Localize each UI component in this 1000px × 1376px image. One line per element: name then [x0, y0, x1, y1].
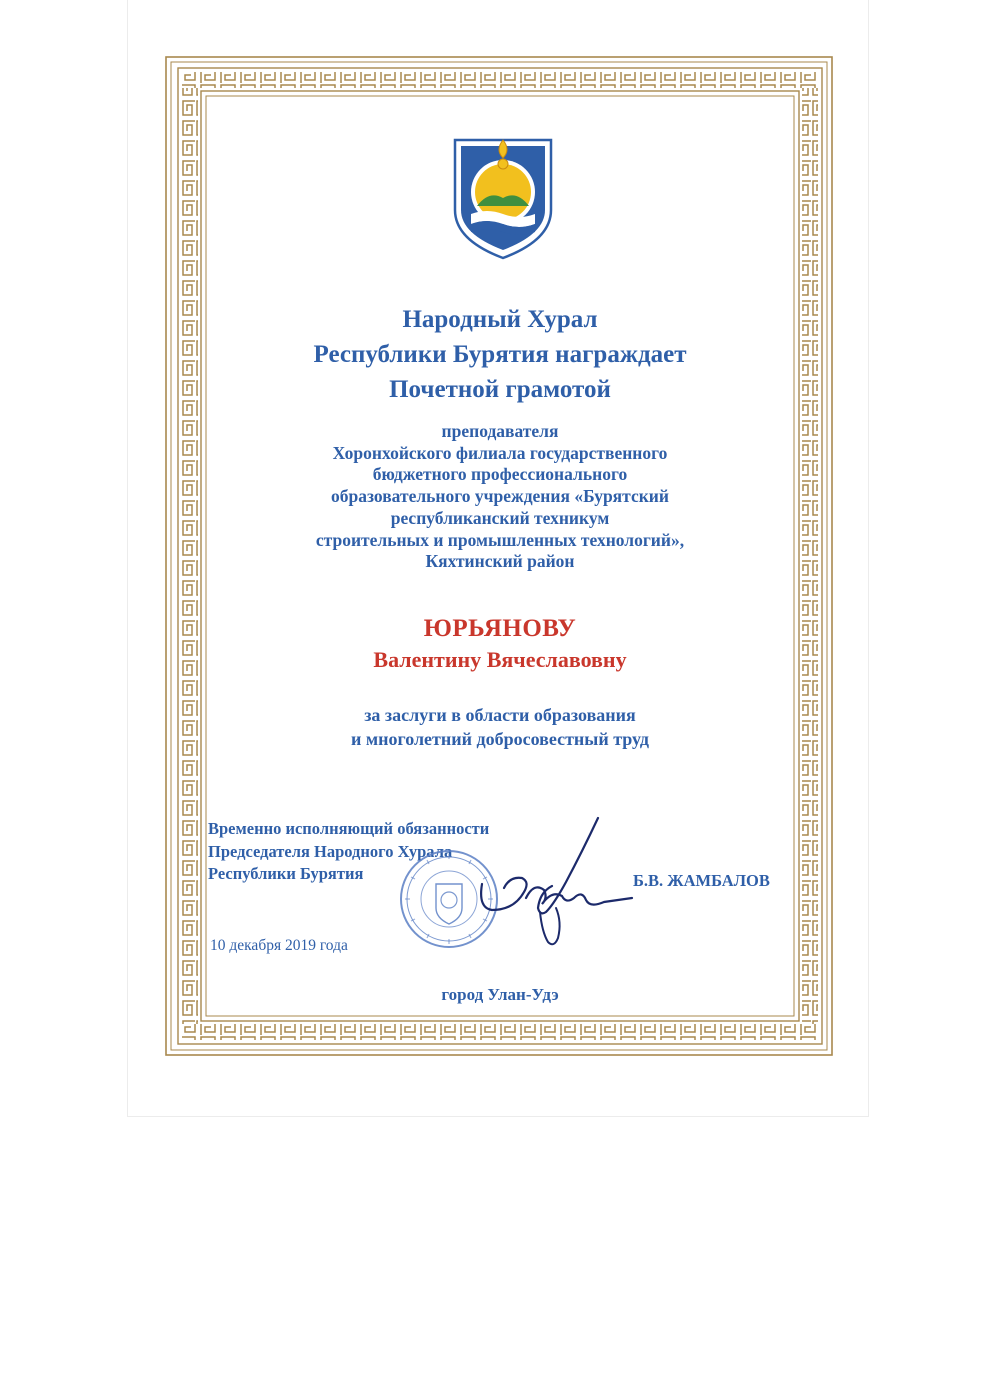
recipient-given-names: Валентину Вячеславовну — [373, 647, 627, 672]
signatory-title-line: Республики Бурятия — [208, 864, 364, 883]
merit-line: и многолетний добросовестный труд — [350, 729, 650, 749]
award-date: 10 декабря 2019 года — [210, 937, 348, 954]
description-line: Кяхтинский район — [425, 551, 575, 572]
description-line: бюджетного профессионального — [372, 464, 628, 485]
description-line: преподавателя — [441, 421, 559, 441]
recipient-surname: ЮРЬЯНОВУ — [423, 615, 577, 642]
merit-statement — [0, 703, 1000, 751]
heading-line: Народный Хурал — [402, 306, 598, 333]
signatory-name: Б.В. ЖАМБАЛОВ — [633, 871, 770, 890]
coat-of-arms-buryatia-icon — [449, 132, 557, 264]
award-heading — [0, 302, 1000, 407]
award-city: город Улан-Удэ — [441, 985, 559, 1004]
signatory-title-line: Председателя Народного Хурала — [208, 841, 453, 861]
handwritten-signature — [470, 812, 640, 952]
recipient-description — [0, 421, 1000, 573]
heading-line: Республики Бурятия награждает — [313, 341, 687, 368]
description-line: Хоронхойского филиала государственного — [332, 442, 668, 463]
heading-line: Почетной грамотой — [389, 376, 611, 403]
signatory-title-line: Временно исполняющий обязанности — [208, 819, 490, 838]
description-line: строительных и промышленных технологий», — [315, 529, 685, 550]
description-line: образовательного учреждения «Бурятский — [331, 486, 669, 507]
description-line: республиканский техникум — [390, 507, 610, 528]
merit-line: за заслуги в области образования — [364, 705, 636, 725]
